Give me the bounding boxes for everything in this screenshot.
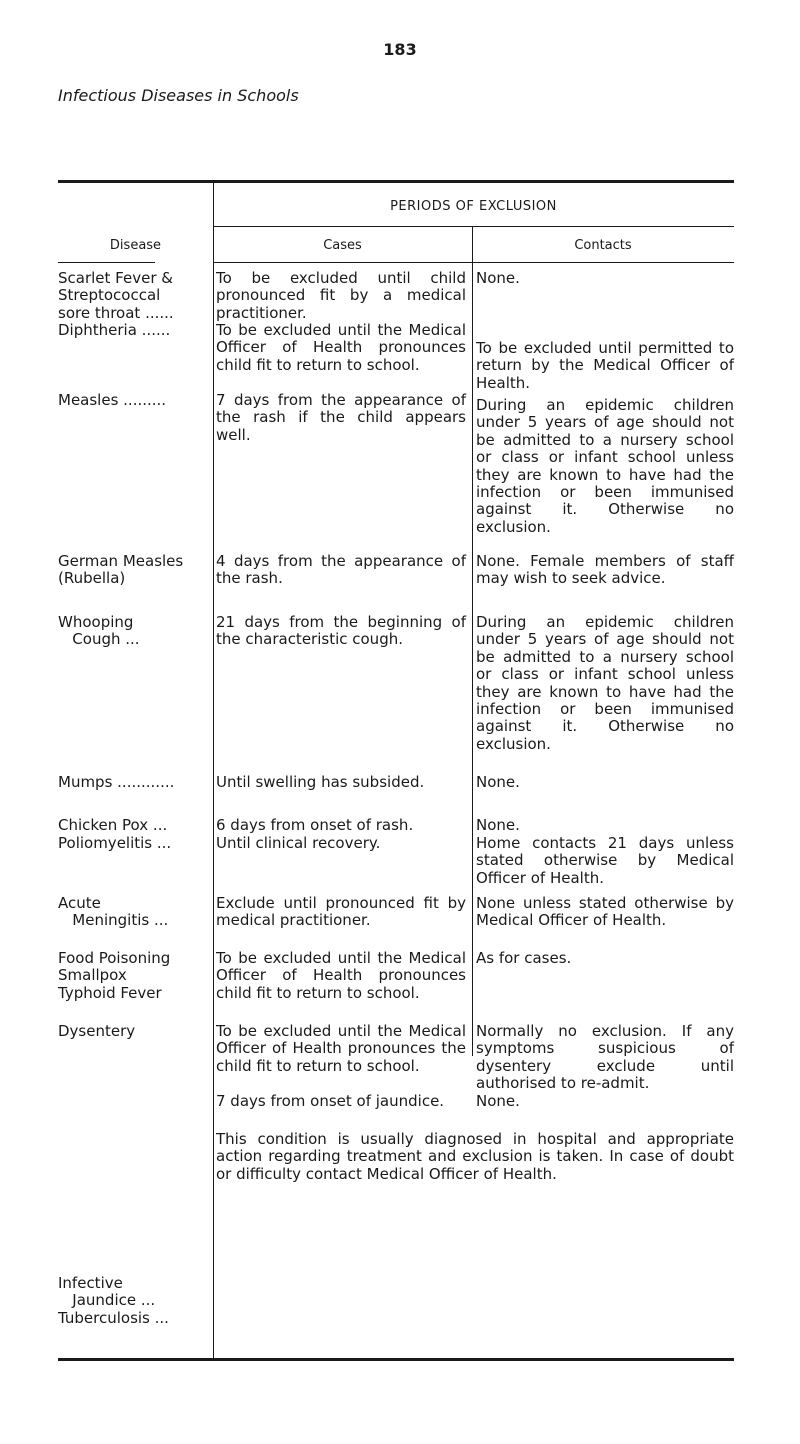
disease-cell: Infective Jaundice ... [58,1274,156,1310]
disease-cell: Dysentery [58,1022,136,1040]
contacts-cell: As for cases. [476,949,572,967]
page-number: 183 [383,40,417,59]
column-header-disease: Disease [109,238,162,253]
cases-cell: 6 days from onset of rash. [216,816,414,834]
disease-cell: Measles ......... [58,391,167,409]
cases-cell: Until swelling has subsided. [216,773,425,791]
disease-cell: Diphtheria ...... [58,321,171,339]
column-header-cases: Cases [323,238,362,253]
contacts-cell: Normally no exclusion. If any symptoms suspicious of dysentery exclude until authorised to re-admit. [476,1022,734,1093]
contacts-cell: None. [476,773,520,791]
contacts-cell: None. [476,269,520,287]
cases-cell: To be excluded until the Medical Officer of Health pronounces child fit to return to school. [216,949,466,1002]
disease-cell: German Measles (Rubella) [58,552,184,588]
disease-cell: Mumps ............ [58,773,175,791]
header-underline-cases [213,262,472,263]
cases-cell: To be excluded until child pronounced fit by a medical practitioner. [216,269,466,322]
contacts-cell: To be excluded until permitted to return by the Medical Officer of Health. [476,339,734,392]
disease-cell: Poliomyelitis ... [58,834,172,852]
disease-cell: Food Poisoning Smallpox Typhoid Fever [58,949,171,1002]
group-header-underline [213,226,734,227]
page-title: Infectious Diseases in Schools [58,86,299,105]
group-header: PERIODS OF EXCLUSION [390,199,557,214]
table-bottom-rule [58,1358,734,1361]
column-header-contacts: Contacts [574,238,632,253]
header-underline-contacts [472,262,734,263]
cases-cell: To be excluded until the Medical Officer of Health pronounces the child fit to return to school. [216,1022,466,1075]
cases-cell: 7 days from the appearance of the rash if the child appears well. [216,391,466,444]
cases-cell: 4 days from the appearance of the rash. [216,552,466,588]
contacts-cell: None. [476,1092,520,1110]
contacts-cell: None unless stated otherwise by Medical Officer of Health. [476,894,734,930]
disease-cell: Acute Meningitis ... [58,894,169,930]
combined-cell: This condition is usually diagnosed in hospital and appropriate action regarding treatment and exclusion is taken. In case of doubt or difficulty contact Medical Officer of Health. [216,1130,734,1183]
cases-cell: Until clinical recovery. [216,834,381,852]
disease-cell: Scarlet Fever & Streptococcal sore throat ...... [58,269,174,322]
column-divider-cases [472,226,473,1056]
contacts-cell: None. Female members of staff may wish to seek advice. [476,552,734,588]
header-underline-disease [58,262,155,263]
contacts-cell: During an epidemic children under 5 years of age should not be admitted to a nursery school or class or infant school unless they are known to have had the infection or been immunised against it. Otherwise no exclusion. [476,613,734,753]
disease-cell: Chicken Pox ... [58,816,168,834]
cases-cell: 21 days from the beginning of the characteristic cough. [216,613,466,649]
disease-cell: Whooping Cough ... [58,613,140,649]
cases-cell: 7 days from onset of jaundice. [216,1092,445,1110]
cases-cell: Exclude until pronounced fit by medical practitioner. [216,894,466,930]
contacts-cell: None. [476,816,520,834]
disease-cell: Tuberculosis ... [58,1309,169,1327]
cases-cell: To be excluded until the Medical Officer of Health pronounces child fit to return to school. [216,321,466,374]
column-divider-disease [213,183,214,1358]
table-top-rule [58,180,734,183]
contacts-cell: During an epidemic children under 5 years of age should not be admitted to a nursery school or class or infant school unless they are known to have had the infection or been immunised against it. Otherwise no exclusion. [476,396,734,536]
contacts-cell: Home contacts 21 days unless stated otherwise by Medical Officer of Health. [476,834,734,887]
